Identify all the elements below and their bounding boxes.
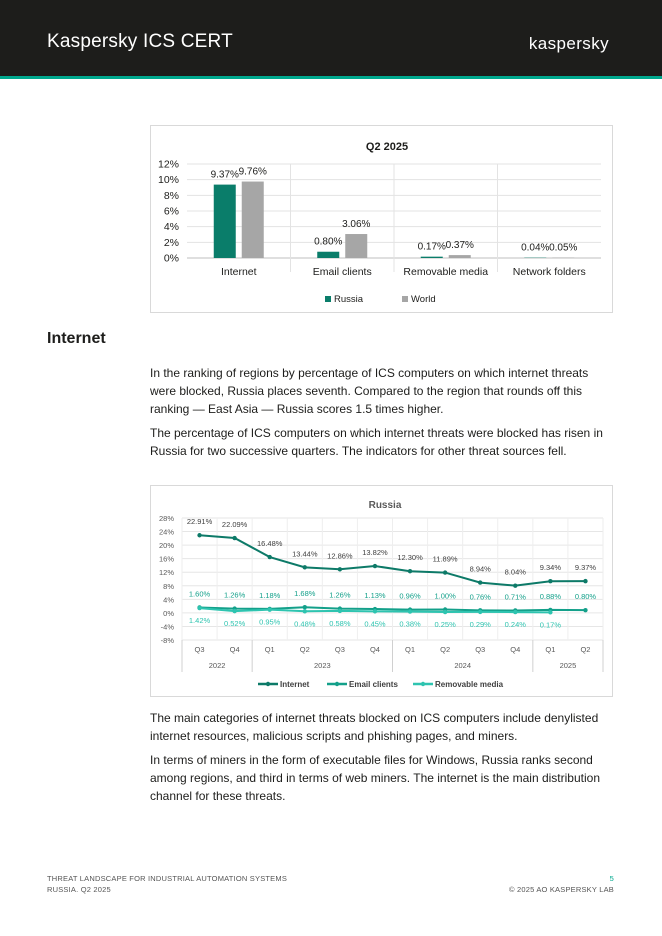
line-data-label-internet: 8.04% — [504, 567, 526, 577]
bar-y-tick-label: 8% — [163, 189, 179, 202]
line-data-label-email: 0.88% — [539, 591, 562, 601]
legend-removable-marker — [421, 682, 425, 686]
line-point-internet — [408, 569, 412, 573]
line-chart-title: Russia — [368, 500, 402, 511]
legend-world-label: World — [411, 294, 436, 305]
line-data-label-internet: 11.89% — [432, 554, 458, 564]
paragraph-4: In terms of miners in the form of executable files for Windows, Russia ranks second among regions, and third in terms of web miners. The internet is the main distribution channel for these threats. — [150, 753, 600, 803]
bar-chart-legend — [325, 294, 436, 305]
line-point-removable — [268, 607, 272, 611]
line-x-year-label: 2022 — [208, 661, 226, 670]
bar-y-tick-label: 0% — [163, 252, 179, 265]
bar-category-label: Email clients — [312, 266, 372, 278]
bar-value-label-world: 9.76% — [238, 166, 267, 178]
line-data-label-email: 0.96% — [399, 591, 421, 601]
bar-value-label-world: 0.37% — [445, 240, 474, 252]
line-point-internet — [583, 579, 587, 583]
line-data-label-removable: 0.48% — [294, 619, 316, 629]
bar-value-label-world: 3.06% — [342, 219, 371, 231]
line-point-removable — [197, 606, 201, 610]
kaspersky-logo: kaspersky — [528, 34, 609, 53]
line-data-label-email: 0.76% — [469, 592, 491, 602]
line-point-internet — [232, 536, 236, 540]
bar-russia — [317, 252, 339, 258]
line-point-removable — [373, 609, 377, 613]
legend-email-marker — [335, 682, 339, 686]
line-point-internet — [443, 570, 447, 574]
paragraph-2: The percentage of ICS computers on which internet threats were blocked has risen in Russia for two successive quarters. The indicators for other threat sources fell. — [150, 426, 603, 458]
line-data-label-internet: 16.48% — [256, 539, 283, 549]
header-accent-line — [0, 76, 662, 79]
legend-internet-marker — [266, 682, 270, 686]
line-point-internet — [338, 567, 342, 571]
line-chart-x-axis — [182, 640, 603, 672]
line-point-email — [303, 605, 307, 609]
line-data-label-email: 1.60% — [188, 589, 211, 599]
footer-copyright: © 2025 AO KASPERSKY LAB — [508, 885, 614, 894]
line-data-label-email: 1.26% — [329, 590, 351, 600]
header-title: Kaspersky ICS CERT — [47, 31, 233, 52]
bar-category-label: Internet — [220, 266, 257, 278]
footer-right — [509, 873, 614, 895]
bar-category-label: Network folders — [512, 266, 586, 278]
line-x-year-label: 2023 — [313, 661, 331, 670]
line-point-removable — [443, 610, 447, 614]
line-chart-svg — [151, 486, 612, 696]
line-data-label-email: 0.80% — [574, 592, 597, 602]
line-data-label-internet: 12.86% — [327, 551, 353, 561]
line-point-removable — [548, 610, 552, 614]
bar-y-tick-label: 2% — [163, 236, 179, 249]
bar-world — [449, 255, 471, 258]
line-y-tick-label: 4% — [163, 595, 174, 605]
bar-chart-svg — [151, 126, 612, 312]
line-y-tick-label: 24% — [158, 527, 174, 537]
legend-removable-label: Removable media — [435, 680, 504, 689]
line-data-label-internet: 22.09% — [221, 520, 248, 530]
line-point-internet — [513, 583, 517, 587]
line-point-internet — [303, 565, 307, 569]
line-data-label-removable: 0.52% — [223, 619, 246, 629]
line-x-year-label: 2025 — [559, 661, 577, 670]
footer-left — [47, 873, 287, 895]
line-y-tick-label: 20% — [158, 541, 174, 551]
line-y-tick-label: 12% — [158, 568, 174, 578]
bar-chart-y-axis — [158, 159, 179, 265]
bar-russia — [421, 257, 443, 258]
bar-value-label-russia: 9.37% — [210, 169, 239, 181]
line-point-removable — [408, 609, 412, 613]
line-data-label-email: 1.18% — [259, 590, 281, 600]
line-y-tick-label: -4% — [160, 622, 174, 632]
bar-value-label-russia: 0.80% — [314, 236, 343, 248]
section-heading-internet: Internet — [47, 330, 106, 347]
line-y-tick-label: 16% — [158, 554, 174, 564]
line-data-label-internet: 12.30% — [397, 553, 423, 563]
line-data-label-email: 1.26% — [223, 590, 246, 600]
line-x-quarter-label: Q1 — [264, 645, 275, 654]
line-data-label-removable: 0.45% — [364, 619, 386, 629]
bar-category-label: Removable media — [403, 266, 489, 278]
line-data-label-removable: 0.38% — [399, 619, 421, 629]
line-point-removable — [338, 609, 342, 613]
line-point-removable — [478, 610, 482, 614]
bar-russia — [214, 185, 236, 258]
line-data-label-removable: 1.42% — [188, 616, 211, 626]
line-y-tick-label: 8% — [163, 581, 174, 591]
line-x-quarter-label: Q1 — [545, 645, 556, 654]
line-x-quarter-label: Q2 — [440, 645, 451, 654]
line-point-email — [583, 608, 587, 612]
line-data-label-removable: 0.24% — [504, 620, 526, 630]
bar-value-label-world: 0.05% — [549, 242, 578, 254]
line-point-removable — [232, 609, 236, 613]
line-chart-legend — [258, 680, 504, 689]
legend-internet-label: Internet — [280, 680, 310, 689]
bar-value-label-russia: 0.17% — [417, 241, 446, 253]
line-x-quarter-label: Q3 — [194, 645, 205, 654]
bar-chart-title: Q2 2025 — [365, 141, 409, 153]
line-data-label-removable: 0.25% — [434, 620, 456, 630]
line-data-label-internet: 22.91% — [186, 517, 213, 527]
line-point-internet — [478, 580, 482, 584]
line-point-removable — [513, 610, 517, 614]
line-x-quarter-label: Q3 — [334, 645, 345, 654]
line-point-internet — [548, 579, 552, 583]
line-data-label-email: 1.13% — [364, 591, 386, 601]
line-y-tick-label: 0% — [163, 608, 174, 618]
legend-email-label: Email clients — [349, 680, 398, 689]
line-x-quarter-label: Q2 — [299, 645, 310, 654]
page-header — [0, 0, 662, 76]
line-data-label-internet: 9.34% — [539, 563, 562, 573]
line-chart-y-axis — [159, 514, 174, 645]
line-data-label-email: 0.71% — [504, 592, 526, 602]
line-point-removable — [303, 609, 307, 613]
bar-value-label-russia: 0.04% — [521, 242, 550, 254]
line-data-label-internet: 13.82% — [362, 548, 388, 558]
line-data-label-email: 1.68% — [294, 589, 316, 599]
line-data-label-removable: 0.58% — [329, 618, 351, 628]
line-data-label-removable: 0.95% — [259, 617, 281, 627]
line-point-internet — [197, 533, 201, 537]
line-chart-russia — [150, 485, 613, 697]
bar-chart-q2-2025 — [150, 125, 613, 313]
line-y-tick-label: 28% — [158, 514, 174, 523]
bar-world — [345, 234, 367, 258]
line-x-year-label: 2024 — [454, 661, 472, 670]
paragraph-1: In the ranking of regions by percentage of ICS computers on which internet threats were blocked, Russia places seventh. Compared to the region that rounds off this ranking — East Asia — Russia scores 1.5 times higher. — [150, 366, 589, 416]
paragraph-3: The main categories of internet threats blocked on ICS computers include denylisted internet resources, malicious scripts and phishing pages, and miners. — [150, 711, 599, 743]
line-x-quarter-label: Q3 — [475, 645, 486, 654]
line-x-quarter-label: Q1 — [405, 645, 416, 654]
line-data-label-internet: 9.37% — [574, 563, 597, 573]
legend-russia-swatch — [325, 296, 331, 302]
legend-world-swatch — [402, 296, 408, 302]
footer-report-title: THREAT LANDSCAPE FOR INDUSTRIAL AUTOMATION SYSTEMS — [47, 874, 288, 883]
line-x-quarter-label: Q4 — [510, 645, 521, 654]
line-data-label-email: 1.00% — [434, 591, 456, 601]
line-point-internet — [373, 564, 377, 568]
footer-report-subtitle: RUSSIA. Q2 2025 — [47, 885, 111, 894]
bar-y-tick-label: 12% — [157, 158, 179, 171]
line-data-label-removable: 0.17% — [539, 620, 562, 630]
bar-y-tick-label: 4% — [163, 221, 179, 234]
bar-chart-categories — [221, 266, 586, 278]
line-x-quarter-label: Q2 — [580, 645, 591, 654]
line-x-quarter-label: Q4 — [369, 645, 380, 654]
line-data-label-internet: 8.94% — [469, 564, 491, 574]
line-x-quarter-label: Q4 — [229, 645, 240, 654]
line-y-tick-label: -8% — [160, 636, 174, 645]
page-number: 5 — [609, 874, 614, 883]
line-point-internet — [268, 555, 272, 559]
bar-y-tick-label: 10% — [157, 174, 179, 187]
bar-y-tick-label: 6% — [163, 205, 179, 218]
line-data-label-internet: 13.44% — [292, 549, 318, 559]
legend-russia-label: Russia — [334, 294, 364, 305]
line-data-label-removable: 0.29% — [469, 619, 491, 629]
bar-world — [242, 182, 264, 258]
